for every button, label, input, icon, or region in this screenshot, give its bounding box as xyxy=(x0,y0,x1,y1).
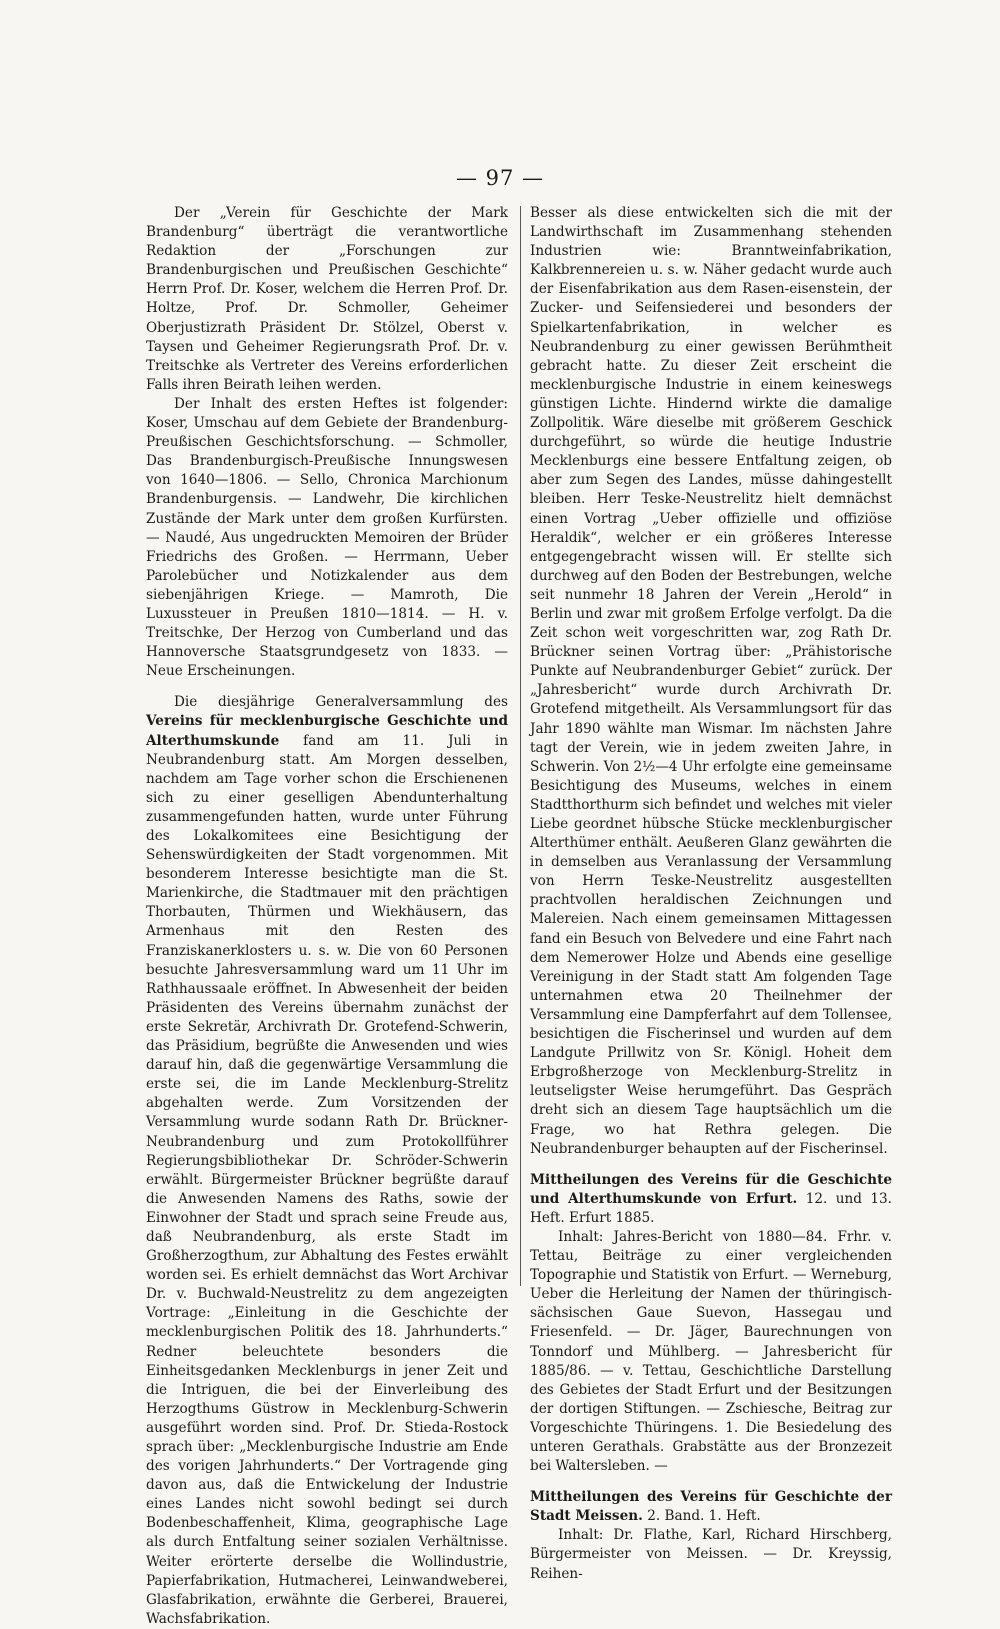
paragraph: Inhalt: Dr. Flathe, Karl, Richard Hirschberg, Bürgermeister von Meissen. — Dr. Kreyssig, Reihen- xyxy=(530,1527,892,1582)
society-name: Vereins für mecklenburgische Geschichte und Alterthumskunde xyxy=(146,713,508,749)
section-subtitle: 12. und 13. Heft. Erfurt 1885. xyxy=(530,1190,892,1226)
right-column xyxy=(530,204,892,1584)
paragraph-intro: Die diesjährige Generalversammlung des xyxy=(174,694,508,711)
left-column xyxy=(146,204,508,1629)
section-heading xyxy=(530,1488,892,1526)
page-number: — 97 — xyxy=(455,166,545,190)
section-subtitle: 2. Band. 1. Heft. xyxy=(647,1508,761,1525)
paragraph xyxy=(146,693,508,1629)
section-heading xyxy=(530,1171,892,1228)
paragraph: Inhalt: Jahres-Bericht von 1880—84. Frhr. v. Tettau, Beiträge zu einer vergleichenden Topographie und Statistik von Erfurt. — Werneburg, Ueber die Herleitung der Namen der thüringisch-sächsischen Gaue Suevon, Hassegau und Friesenfeld. — Dr. Jäger, Baurechnungen von Tonndorf und Mühlberg. — Jahresbericht für 1885/86. — v. Tettau, Geschichtliche Darstellung des Gebietes der Stadt Erfurt und der Besitzungen der dortigen Stiftungen. — Zschiesche, Beitrag zur Vorgeschichte Thüringens. 1. Die Besiedelung des unteren Gerathals. Grabstätte aus der Bronzezeit bei Waltersleben. — xyxy=(530,1228,892,1475)
section-title: Mittheilungen des Vereins für Geschichte der Stadt Meissen. xyxy=(530,1489,892,1525)
paragraph: Besser als diese entwickelten sich die mit der Landwirthschaft im Zusammenhang stehenden Industrien wie: Branntweinfabrikation, Kalkbrennereien u. s. w. Näher gedacht wurde auch der Eisenfabrikation aus dem Rasen-eisenstein, der Zucker- und Seifensiederei und besonders der Spielkartenfabrikation, in welcher es Neubrandenburg zu einer gewissen Berühmtheit gebracht hatte. Zu dieser Zeit erscheint die mecklenburgische Industrie in einem keineswegs günstigen Lichte. Hindernd wirkte die damalige Zollpolitik. Wäre dieselbe mit größerem Geschick durchgeführt, so würde die heutige Industrie Mecklenburgs eine bessere Entfaltung zeigen, ob aber zum Segen des Landes, müsse dahingestellt bleiben. Herr Teske-Neustrelitz hielt demnächst einen Vortrag „Ueber offizielle und offiziöse Heraldik“, welcher er ein größeres Interesse entgegengebracht wissen will. Er stellte sich durchweg auf den Boden der Bestrebungen, welche seit nunmehr 18 Jahren der Verein „Herold“ in Berlin und zwar mit großem Erfolge verfolgt. Da die Zeit schon weit vorgeschritten war, zog Rath Dr. Brückner seinen Vortrag über: „Prähistorische Punkte auf Neubrandenburger Gebiet“ zurück. Der „Jahresbericht“ wurde durch Archivrath Dr. Grotefend mitgetheilt. Als Versammlungsort für das Jahr 1890 wählte man Wismar. Im nächsten Jahre tagt der Verein, wie in jedem zweiten Jahre, in Schwerin. Von 2½—4 Uhr erfolgte eine gemeinsame Besichtigung des Museums, welches in einem Stadtthorthurm sich befindet und welches mit vieler Liebe geordnet hübsche Stücke mecklenburgischer Alterthümer enthält. Aeußeren Glanz gewährten die in demselben aus Veranlassung der Versammlung von Herrn Teske-Neustrelitz ausgestellten prachtvollen heraldischen Zeichnungen und Malereien. Nach einem gemeinsamen Mittagessen fand ein Besuch von Belvedere und eine Fahrt nach dem Nemerower Holze und Abends eine gesellige Vereinigung in der Stadt statt Am folgenden Tage unternahmen etwa 20 Theilnehmer der Versammlung eine Dampferfahrt auf dem Tollensee, besichtigen die Fischerinsel und wurden auf dem Landgute Prillwitz von Sr. Königl. Hoheit dem Erbgroßherzoge von Mecklenburg-Strelitz in leutseligster Weise herumgeführt. Das Gespräch dreht sich an diesem Tage hauptsächlich um die Frage, wo hat Rethra gelegen. Die Neubrandenburger behaupten auf der Fischerinsel. xyxy=(530,205,892,1157)
paragraph: Der Inhalt des ersten Heftes ist folgender: Koser, Umschau auf dem Gebiete der Brandenburg-Preußischen Geschichtsforschung. — Schmoller, Das Brandenburgisch-Preußische Innungswesen von 1640—1806. — Sello, Chronica Marchionum Brandenburgensis. — Landwehr, Die kirchlichen Zustände der Mark unter dem großen Kurfürsten. — Naudé, Aus ungedruckten Memoiren der Brüder Friedrichs des Großen. — Herrmann, Ueber Parolebücher und Notizkalender aus dem siebenjährigen Kriege. — Mamroth, Die Luxussteuer in Preußen 1810—1814. — H. v. Treitschke, Der Herzog von Cumberland und das Hannoversche Staatsgrundgesetz von 1833. — Neue Erscheinungen. xyxy=(146,395,508,680)
section-title: Mittheilungen des Vereins für die Geschichte und Alterthumskunde von Erfurt. xyxy=(530,1171,892,1207)
column-divider xyxy=(520,206,521,1286)
paragraph: Der „Verein für Geschichte der Mark Brandenburg“ überträgt die verantwortliche Redaktion der „Forschungen zur Brandenburgischen und Preußischen Geschichte“ Herrn Prof. Dr. Koser, welchem die Herren Prof. Dr. Holtze, Prof. Dr. Schmoller, Geheimer Oberjustizrath Präsident Dr. Stölzel, Oberst v. Taysen und Geheimer Regierungsrath Prof. Dr. v. Treitschke als Vertreter des Vereins erforderlichen Falls ihren Beirath leihen werden. xyxy=(146,205,508,393)
paragraph-text: fand am 11. Juli in Neubrandenburg statt. Am Morgen desselben, nachdem am Tage vorher schon die Erschienenen sich zu einer geselligen Abendunterhaltung zusammengefunden hatten, wurde unter Führung des Lokalkomitees eine Besichtigung der Sehenswürdigkeiten der Stadt vorgenommen. Mit besonderem Interesse besichtigte man die St. Marienkirche, die Stadtmauer mit den prächtigen Thorbauten, Thürmen und Wiekhäusern, das Armenhaus mit den Resten des Franziskanerklosters u. s. w. Die von 60 Personen besuchte Jahresversammlung ward um 11 Uhr im Rathhaussaale eröffnet. In Abwesenheit der beiden Präsidenten des Vereins übernahm zunächst der erste Sekretär, Archivrath Dr. Grotefend-Schwerin, das Präsidium, begrüßte die Anwesenden und wies darauf hin, daß die gegenwärtige Versammlung die erste sei, die im Lande Mecklenburg-Strelitz abgehalten werde. Zum Vorsitzenden der Versammlung wurde sodann Rath Dr. Brückner-Neubrandenburg und zum Protokollführer Regierungsbibliothekar Dr. Schröder-Schwerin erwählt. Bürgermeister Brückner begrüßte darauf die Anwesenden Namens des Raths, sowie der Einwohner der Stadt und sprach seine Freude aus, daß Neubrandenburg, als erste Stadt im Großherzogthum, zur Abhaltung des Festes erwählt worden sei. Es erhielt demnächst das Wort Archivar Dr. v. Buchwald-Neustrelitz zu dem angezeigten Vortrage: „Einleitung in die Geschichte der mecklenburgischen Politik des 18. Jahrhunderts.“ Redner beleuchtete besonders die Einheitsgedanken Mecklenburgs in jener Zeit und die Intriguen, die bei der Einverleibung des Herzogthums Güstrow in Mecklenburg-Schwerin ausgeführt worden sind. Prof. Dr. Stieda-Rostock sprach über: „Mecklenburgische Industrie am Ende des vorigen Jahrhunderts.“ Der Vortragende ging davon aus, daß die Entwickelung der Industrie eines Landes nicht sowohl bedingt sei durch Bodenbeschaffenheit, Klima, geographische Lage als durch Entfaltung seiner sozialen Verhältnisse. Weiter erörterte derselbe die Wollindustrie, Papierfabrikation, Hutmacherei, Leinwandweberei, Glasfabrikation, erwähnte die Gerberei, Brauerei, Wachsfabrikation. xyxy=(146,732,508,1627)
